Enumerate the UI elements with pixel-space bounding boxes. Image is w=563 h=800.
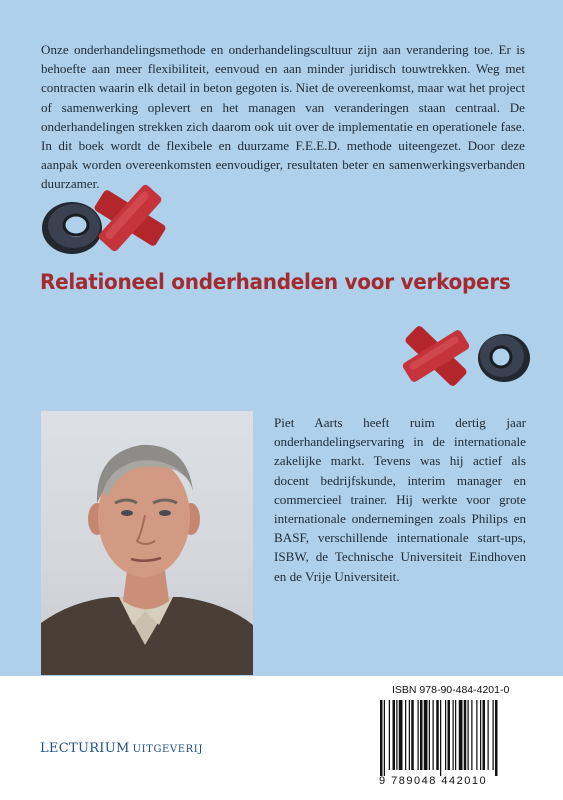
barcode-bar — [455, 700, 456, 770]
barcode-bar — [436, 700, 439, 770]
barcode-bar — [488, 700, 489, 770]
barcode-bar — [418, 700, 419, 770]
publisher-name: LECTURIUM — [40, 741, 130, 756]
barcode-bar — [405, 700, 406, 770]
barcode-bar — [453, 700, 454, 770]
publisher-logo — [40, 737, 203, 756]
barcode-bar — [420, 700, 423, 770]
footer-panel — [0, 676, 563, 800]
barcode-bar — [429, 700, 430, 770]
barcode-bar — [440, 700, 441, 776]
barcode-bar — [445, 700, 446, 770]
barcode-bar — [389, 700, 390, 770]
barcode-bar — [464, 700, 467, 770]
barcode-bar — [493, 700, 494, 770]
barcode-bar — [433, 700, 434, 770]
x-cross-icon — [400, 323, 473, 389]
barcode-bar — [396, 700, 397, 770]
barcode-bar — [380, 700, 383, 776]
barcode-bar — [393, 700, 396, 770]
barcode-bar — [384, 700, 385, 776]
barcode-bar — [476, 700, 477, 770]
barcode-bar — [399, 700, 403, 770]
o-ring-icon — [42, 202, 102, 254]
barcode-bar — [424, 700, 428, 770]
barcode-bar — [468, 700, 469, 770]
barcode-bar — [409, 700, 410, 770]
xo-decoration — [396, 318, 534, 390]
ox-decoration — [34, 178, 166, 262]
author-bio: Piet Aarts heeft ruim dertig jaar onderhandelingservaring in de internationale zakelijke markt. Tevens was hij actief als docent bedrijfskunde, interim manager en commercieel trainer. Hij werkte voor grote internationale ondernemingen zoals Philips en BASF, verschillende internationale start-ups, ISBW, de Technische Universiteit Eindhoven en de Vrije Universiteit. — [274, 415, 526, 584]
barcode — [378, 700, 538, 776]
isbn-label: ISBN 978-90-484-4201-0 — [392, 684, 510, 696]
barcode-bar — [411, 700, 414, 770]
publisher-suffix: UITGEVERIJ — [132, 744, 203, 755]
author-photo — [41, 411, 253, 675]
barcode-bar — [459, 700, 463, 770]
barcode-bar — [483, 700, 486, 770]
x-cross-icon — [91, 181, 166, 255]
barcode-bar — [448, 700, 451, 770]
barcode-bar — [495, 700, 498, 776]
o-ring-icon — [478, 334, 530, 382]
author-portrait — [41, 411, 253, 675]
barcode-bar — [480, 700, 481, 770]
barcode-digits: 9 789048 442010 — [379, 775, 488, 787]
back-cover-blurb: Onze onderhandelingsmethode en onderhandelingscultuur zijn aan verandering toe. Er is behoefte aan meer flexibiliteit, eenvoud en aan minder juridisch touwtrekken. Weg met contracten waarin elk detail in beton gegoten is. Niet de overeenkomst, maar wat het project of samenwerking oplevert en het managen van veranderingen staan centraal. De onderhandelingen strekken zich daarom ook uit over de implementatie en operationele fase. In dit boek wordt de flexibele en duurzame F.E.E.D. methode uiteengezet. Door deze aanpak worden overeenkomsten eenvoudiger, resultaten beter en samenwerkingsverbanden duurzamer. — [41, 42, 525, 192]
barcode-bar — [471, 700, 472, 770]
book-title: Relationeel onderhandelen voor verkopers — [40, 270, 511, 295]
